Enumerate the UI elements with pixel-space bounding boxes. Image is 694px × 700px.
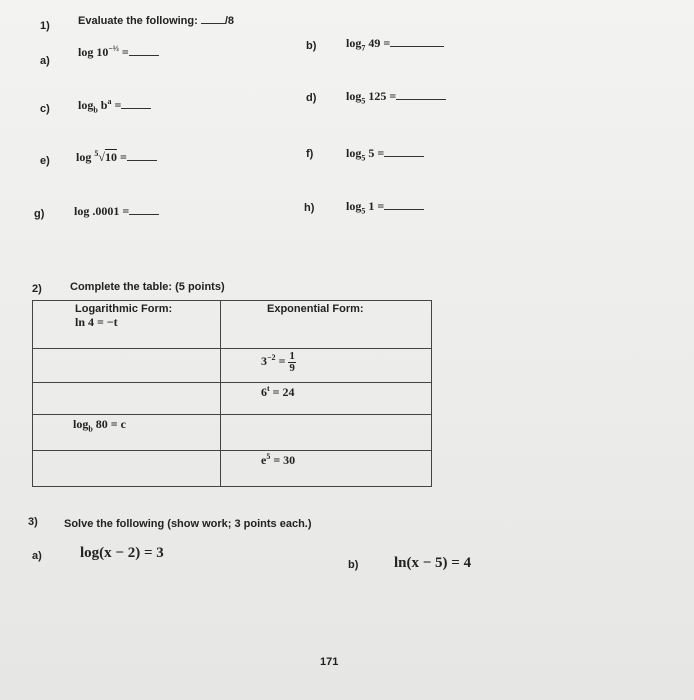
section3-b-label: b) (348, 559, 359, 571)
item-f-label: f) (306, 148, 314, 160)
item-h-sub: 5 (361, 206, 366, 216)
item-e-root-index: 5 (94, 149, 99, 158)
section3-a-label: a) (32, 550, 42, 562)
item-f-sub: 5 (361, 153, 366, 163)
item-g-label: g) (34, 208, 45, 220)
item-a-eq: = (118, 45, 129, 59)
score-blank (201, 13, 225, 24)
row2-base: 3 (261, 354, 267, 369)
row2-fraction (288, 351, 296, 374)
table-cell-log-2[interactable] (33, 349, 221, 383)
item-g-blank (129, 204, 159, 215)
table-cell-exp-3 (221, 383, 432, 415)
item-a-expr: $\log 10^{-\frac{1}{3}}$ = (78, 45, 159, 60)
table-cell-exp-4[interactable] (221, 415, 432, 451)
section3-number: 3) (28, 516, 38, 528)
item-a-blank (129, 45, 159, 56)
row3-base: 6 (261, 385, 267, 399)
table-cell-log-1[interactable] (33, 301, 221, 349)
section3-title: Solve the following (show work; 3 points each.) (64, 518, 312, 530)
item-h-blank (384, 199, 424, 210)
row1-log: ln 4 = −t (75, 315, 118, 329)
row3-exp (261, 385, 295, 399)
row2-power: −2 (267, 353, 276, 363)
row3-rhs: = 24 (269, 385, 295, 399)
item-g-text: log .0001 = (74, 204, 130, 218)
item-c-sub: b (93, 105, 98, 115)
row4-log-word: log (73, 417, 89, 431)
section1-title-text: Evaluate the following: (78, 15, 198, 27)
header-exp-form: Exponential Form: (267, 303, 364, 315)
item-c-expr: $\log_b b^a$ = (78, 98, 151, 113)
section1-title (78, 13, 234, 27)
item-b-arg: 49 = (368, 36, 391, 50)
row4-sub: b (88, 424, 93, 434)
item-c-exp: a (107, 97, 112, 106)
item-h-arg: 1 = (368, 199, 385, 213)
row5-base: e (261, 453, 267, 467)
item-b-blank (390, 36, 444, 47)
row3-power: t (267, 384, 270, 393)
score-suffix: /8 (224, 15, 235, 27)
item-f-expr: $\log_5 5$ = (346, 146, 424, 161)
item-d-label: d) (306, 92, 317, 104)
row2-num: 1 (289, 350, 295, 362)
table-cell-log-4 (33, 415, 221, 451)
item-b-label: b) (306, 40, 317, 52)
item-h-label: h) (304, 202, 315, 214)
table-cell-log-5[interactable] (33, 451, 221, 487)
radical-icon: √ (98, 150, 105, 164)
item-g-expr (74, 204, 159, 219)
row2-den: 9 (289, 362, 295, 374)
row4-rhs: 80 = c (92, 417, 126, 431)
table-cell-log-3[interactable] (33, 383, 221, 415)
row5-rhs: = 30 (270, 453, 296, 467)
item-f-arg: 5 = (368, 146, 385, 160)
section3-b-expr: ln(x − 5) = 4 (394, 555, 472, 571)
item-b-expr: $\log_7 49$ = (346, 36, 444, 51)
item-d-expr: $\log_5 125$ = (346, 89, 446, 104)
row5-exp (261, 453, 295, 467)
section1-number: 1) (40, 20, 50, 32)
section3-a-expr: log(x − 2) = 3 (80, 545, 164, 561)
item-d-blank (396, 89, 446, 100)
item-h-expr: $\log_5 1$ = (346, 199, 424, 214)
item-f-blank (384, 146, 424, 157)
row5-power: 5 (266, 452, 271, 461)
item-c-base: b (100, 98, 108, 112)
section2-title: Complete the table: (5 points) (70, 281, 225, 293)
item-d-sub: 5 (361, 96, 366, 106)
row4-log (73, 417, 126, 434)
item-e-blank (127, 150, 157, 161)
item-a-base: 10 (96, 45, 109, 59)
conversion-table (32, 300, 432, 487)
page-number: 171 (320, 656, 339, 668)
item-e-radicand: 10 (104, 150, 117, 164)
table-cell-exp-2 (221, 349, 432, 383)
row2-exp: $3^{-2}$ = $\frac{1}{9}$ (261, 350, 295, 374)
table-cell-exp-1[interactable] (221, 301, 432, 349)
item-c-blank (121, 98, 151, 109)
header-log-form: Logarithmic Form: (75, 303, 173, 315)
item-e-eq: = (116, 150, 127, 164)
item-e-expr: log $^5$√10 = (76, 150, 157, 165)
item-a-label: a) (40, 55, 50, 67)
item-c-label: c) (40, 103, 50, 115)
item-e-label: e) (40, 155, 50, 167)
item-c-eq: = (111, 98, 122, 112)
table-cell-exp-5 (221, 451, 432, 487)
item-b-sub: 7 (361, 43, 366, 53)
item-a-exp: −⅓ (108, 44, 119, 53)
item-d-arg: 125 = (368, 89, 397, 103)
section2-number: 2) (32, 283, 42, 295)
